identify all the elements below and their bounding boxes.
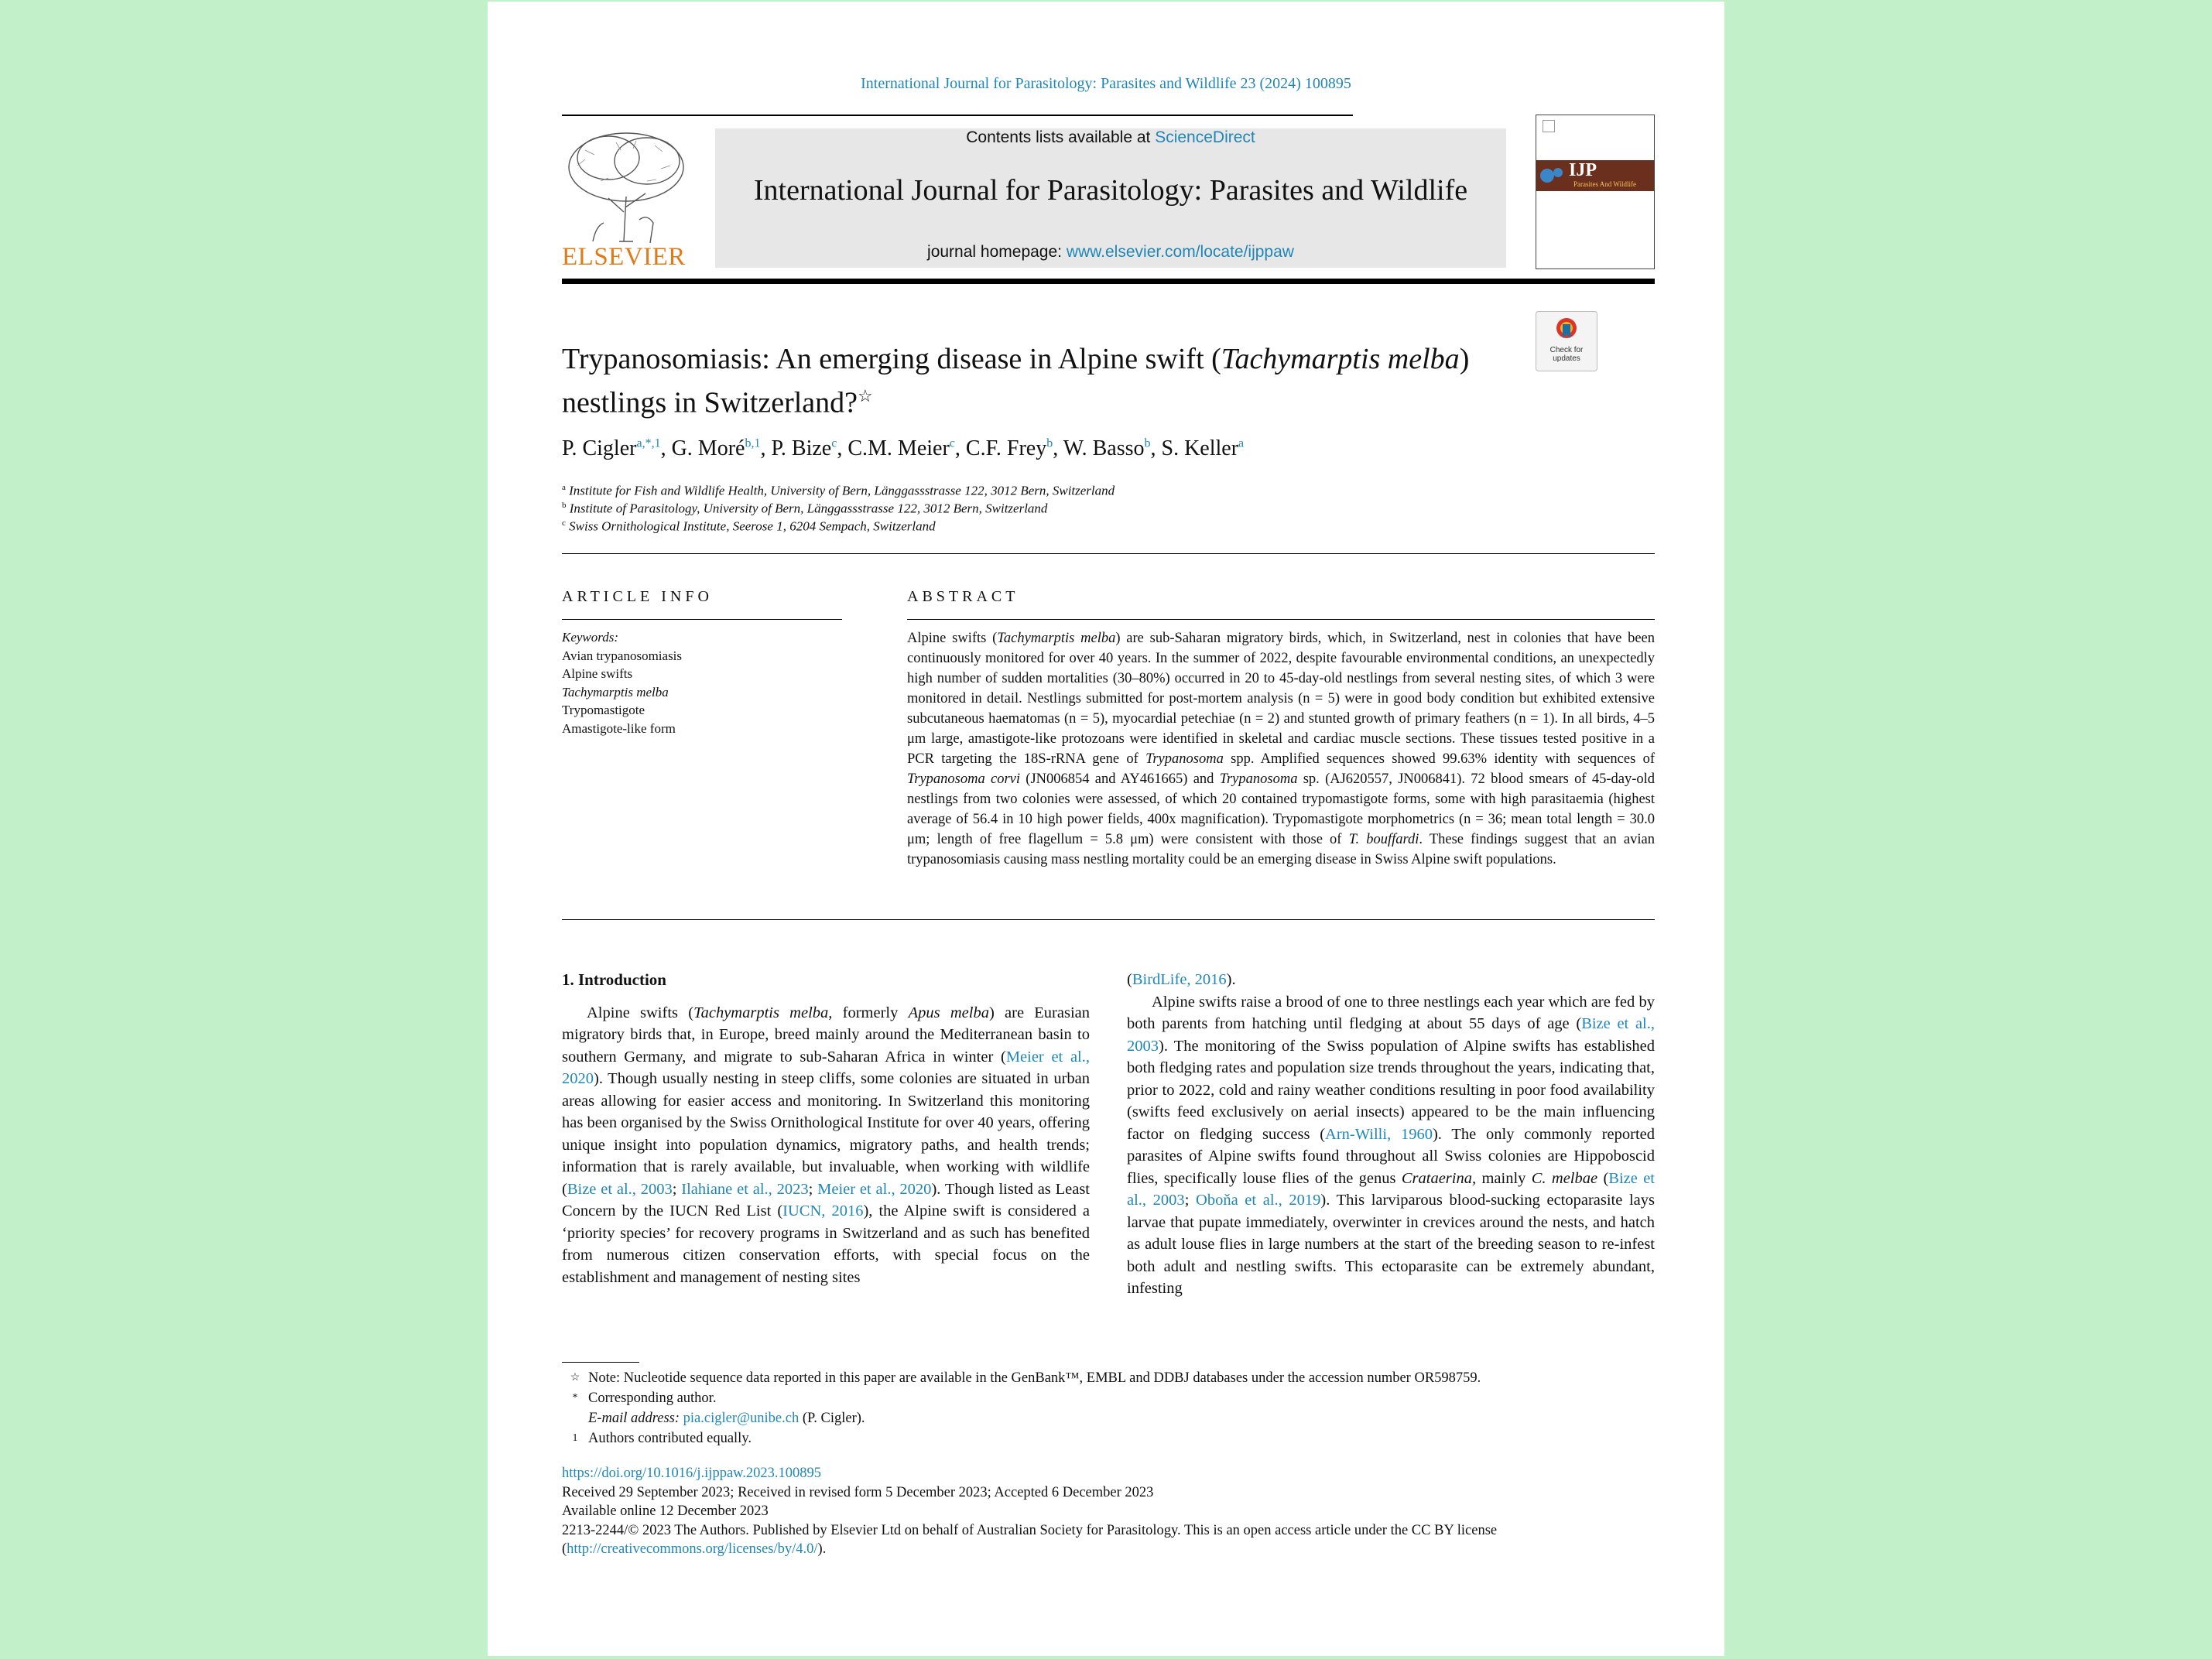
sciencedirect-link[interactable]: ScienceDirect <box>1155 128 1255 146</box>
available-date: Available online 12 December 2023 <box>562 1503 769 1519</box>
author: C.F. Frey$^b$ <box>965 436 1053 460</box>
keyword: Alpine swifts <box>562 666 633 681</box>
paragraph: Alpine swifts raise a brood of one to three nestlings each year which are fed by both parents from hatching until fledging at about 55 days of age (Bize et al., 2003). The monitoring of the Swiss population of Alpine swifts has established both fledging rates and population size trends throughout the years, indicating that, prior to 2022, cold and rainy weather conditions resulting in poor food availability (swifts feed exclusively on aerial insects) appeared to be the main influencing factor on fledging success (Arn-Willi, 1960). The only commonly reported parasites of Alpine swifts found throughout all Swiss colonies are Hippoboscid flies, specifically louse flies of the genus Crataerina, mainly C. melbae (Bize et al., 2003; Oboňa et al., 2019). This larviparous blood-sucking ectoparasite lays larvae that pupate immediately, overwinter in crevices around the nests, and hatch as adult louse flies in large numbers at the start of the breeding season to re-infest both adult and nestling swifts. This ectoparasite can be extremely abundant, infesting <box>1127 993 1656 1297</box>
journal-cover-thumbnail[interactable] <box>1536 115 1655 269</box>
article-page <box>488 2 1724 1656</box>
journal-masthead <box>715 128 1506 268</box>
citation-link[interactable]: Oboňa et al., 2019 <box>1196 1192 1321 1209</box>
keyword: Trypomastigote <box>562 703 645 717</box>
citation-link[interactable]: Meier et al., 2020 <box>562 1048 1090 1087</box>
body-column-left <box>562 969 1090 1288</box>
author: P. Bize$^c$ <box>771 436 837 460</box>
abstract-bottom-rule <box>562 919 1655 920</box>
citation-link[interactable]: Bize et al., 2003 <box>1127 1169 1656 1209</box>
cover-subtitle: Parasites And Wildlife <box>1573 180 1636 188</box>
publication-info <box>562 1464 1655 1559</box>
footnote: ☆ Note: Nucleotide sequence data reported in this paper are available in the GenBank™, EMBL and DDBJ databases under the accession number OR598759. <box>570 1370 1481 1386</box>
keywords-block <box>562 628 682 737</box>
section-heading-introduction: 1. Introduction <box>562 970 666 989</box>
citation-link[interactable]: Arn-Willi, 1960 <box>1325 1125 1433 1143</box>
affiliation: $^a$ Institute for Fish and Wildlife Health, University of Bern, Länggassstrasse 122, 3012 Bern, Switzerland <box>562 483 1115 498</box>
paragraph: Alpine swifts (Tachymarptis melba, formerly Apus melba) are Eurasian migratory birds that, in Europe, breed mainly around the Mediterranean basin to southern Germany, and migrate to sub-Saharan Africa in winter (Meier et al., 2020). Though usually nesting in steep cliffs, some colonies are situated in urban areas allowing for easier access and monitoring. In Switzerland this monitoring has been organised by the Swiss Ornithological Institute for over 40 years, offering unique insight into population dynamics, migratory paths, and health trends; information that is rarely available, but invaluable, when working with wildlife (Bize et al., 2003; Ilahiane et al., 2023; Meier et al., 2020). Though listed as Least Concern by the IUCN Red List (IUCN, 2016), the Alpine swift is considered a ‘priority species’ for recovery programs in Switzerland and as such has benefited from numerous citizen conservation efforts, with special focus on the establishment and management of nesting sites <box>562 1004 1091 1286</box>
citation-link[interactable]: IUCN, 2016 <box>782 1202 864 1219</box>
affiliation: $^b$ Institute of Parasitology, University of Bern, Länggassstrasse 122, 3012 Bern, Switzerland <box>562 501 1048 516</box>
contents-line: Contents lists available at ScienceDirect <box>966 128 1255 146</box>
body-column-right <box>1127 969 1655 1300</box>
homepage-link[interactable]: www.elsevier.com/locate/ijppaw <box>1066 243 1294 261</box>
check-for-updates-label: Check for updates <box>1549 346 1584 363</box>
keyword: Avian trypanosomiasis <box>562 648 683 663</box>
bookmark-icon <box>1555 316 1578 344</box>
author: P. Cigler$^{a,*,1}$ <box>562 436 661 460</box>
title-footnote-mark[interactable]: ☆ <box>858 386 873 405</box>
article-info-rule <box>562 619 842 620</box>
received-dates: Received 29 September 2023; Received in revised form 5 December 2023; Accepted 6 December 2023 <box>562 1484 1154 1500</box>
citation-link[interactable]: BirdLife, 2016 <box>1132 971 1227 988</box>
article-title: Trypanosomiasis: An emerging disease in Alpine swift (Tachymarptis melba) nestlings in Switzerland?☆ <box>562 343 1470 419</box>
abstract-heading: ABSTRACT <box>907 588 1019 605</box>
affiliation: $^c$ Swiss Ornithological Institute, Seerose 1, 6204 Sempach, Switzerland <box>562 518 936 534</box>
homepage-line: journal homepage: www.elsevier.com/locate/ijppaw <box>927 243 1294 261</box>
cover-title: IJP <box>1569 160 1597 180</box>
keyword: Amastigote-like form <box>562 720 676 736</box>
keyword: Tachymarptis melba <box>562 684 669 700</box>
publisher-wordmark: ELSEVIER <box>562 243 686 271</box>
article-info-heading: ARTICLE INFO <box>562 588 713 605</box>
cover-corner-icon <box>1543 120 1555 132</box>
license-link-line: (http://creativecommons.org/licenses/by/4.0/). <box>562 1541 827 1557</box>
footnote: E-mail address: pia.cigler@unibe.ch (P. Cigler). <box>588 1411 865 1426</box>
cover-band <box>1536 160 1654 191</box>
affiliation-rule <box>562 553 1655 554</box>
header-rule <box>562 115 1353 116</box>
citation-link[interactable]: Ilahiane et al., 2023 <box>681 1180 809 1198</box>
citation-link[interactable]: Bize et al., 2003 <box>1127 1015 1655 1055</box>
journal-title: International Journal for Parasitology: Parasites and Wildlife <box>753 174 1468 207</box>
author-list: P. Cigler$^{a,*,1}$, G. Moré$^{b,1}$, P. Bize$^c$, C.M. Meier$^c$, C.F. Frey$^b$, W. Basso$^b$, S. Keller$^a$ <box>562 436 1245 460</box>
author: S. Keller$^a$ <box>1161 436 1245 460</box>
footnotes <box>562 1368 1655 1449</box>
running-head[interactable]: International Journal for Parasitology: Parasites and Wildlife 23 (2024) 100895 <box>861 75 1351 92</box>
author: C.M. Meier$^c$ <box>847 436 955 460</box>
footnote-rule <box>562 1362 639 1363</box>
masthead-rule <box>562 279 1655 284</box>
email-link[interactable]: pia.cigler@unibe.ch <box>683 1411 800 1426</box>
license-link[interactable]: http://creativecommons.org/licenses/by/4.0/ <box>567 1541 818 1557</box>
citation-link[interactable]: Meier et al., 2020 <box>817 1180 932 1198</box>
footnote: 1 Authors contributed equally. <box>572 1431 752 1446</box>
doi-link[interactable]: https://doi.org/10.1016/j.ijppaw.2023.100895 <box>562 1466 822 1481</box>
check-for-updates-button[interactable] <box>1536 311 1597 371</box>
author: W. Basso$^b$ <box>1063 436 1151 460</box>
footnote: * Corresponding author. <box>572 1390 717 1406</box>
author: G. Moré$^{b,1}$ <box>671 436 761 460</box>
license-text: 2213-2244/© 2023 The Authors. Published by Elsevier Ltd on behalf of Australian Society for Parasitology. This is an open access article under the CC BY license <box>562 1522 1498 1538</box>
abstract-rule <box>907 619 1655 620</box>
citation-link[interactable]: Bize et al., 2003 <box>567 1180 673 1198</box>
keywords-label: Keywords: <box>562 630 619 645</box>
paragraph-continuation: (BirdLife, 2016). <box>1127 971 1236 988</box>
abstract-text: Alpine swifts (Tachymarptis melba) are sub-Saharan migratory birds, which, in Switzerland, nest in colonies that have been continuously monitored for over 40 years. In the summer of 2022, despite favourable environmental conditions, an unexpectedly high number of sudden mortalities (30–80%) occurred in 20 to 45-day-old nestlings from several nesting sites, of which 3 were monitored in detail. Nestlings submitted for post-mortem analysis (n = 5) were in good body condition but exhibited extensive subcutaneous haematomas (n = 5), myocardial petechiae (n = 2) and stunted growth of primary feathers (n = 1). In all birds, 4–5 μm large, amastigote-like protozoans were identified in skeletal and cardiac muscle sections. These tissues tested positive in a PCR targeting the 18S-rRNA gene of Trypanosoma spp. Amplified sequences showed 99.63% identity with sequences of Trypanosoma corvi (JN006854 and AY461665) and Trypanosoma sp. (AJ620557, JN006841). 72 blood smears of 45-day-old nestlings from two colonies were assessed, of which 20 contained trypomastigote forms, some with high parasitaemia (highest average of 56.4 in 10 high power fields, 400x magnification). Trypomastigote morphometrics (n = 36; mean total length = 30.0 μm; length of free flagellum = 5.8 μm) were consistent with those of T. bouffardi. These findings suggest that an avian trypanosomiasis causing mass nestling mortality could be an emerging disease in Swiss Alpine swift populations. <box>907 631 1656 867</box>
cover-parasite-icon <box>1538 163 1569 188</box>
